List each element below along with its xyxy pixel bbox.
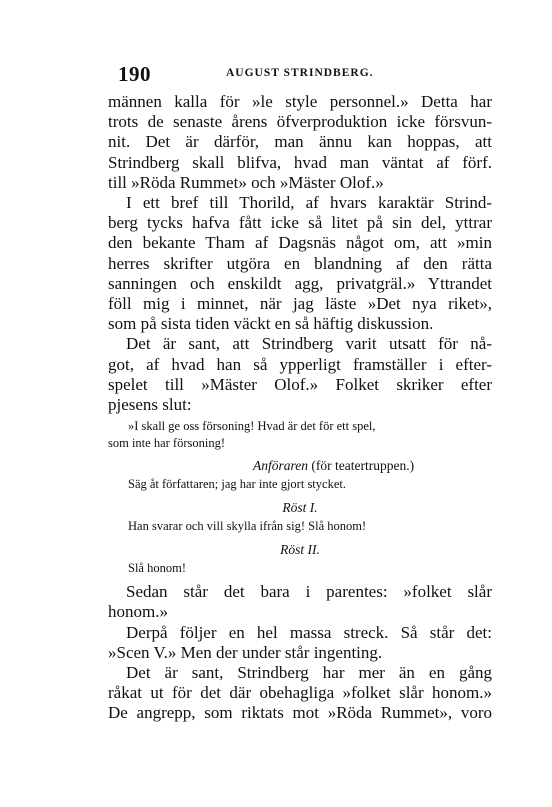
paragraph-parentes [108,582,492,622]
paragraph-angrepp [108,663,492,724]
text-line: pjesens slut: [108,395,192,415]
text-line: den bekante Tham af Dagsnäs något om, att »min [108,233,492,253]
text-line: männen kalla för »le style personnel.» Detta har [108,92,492,111]
paragraph-scen-v [108,623,492,663]
play-excerpt [108,418,492,578]
paragraph-master-olof [108,334,492,415]
text-line: trots de senaste årens öfverproduktion icke försvun- [108,112,492,132]
text-line: De angrepp, som riktats mot »Röda Rummet», voro [108,703,492,723]
speech-line: Slå honom! [128,561,186,576]
speaker-rost-2: Röst II. [280,542,320,558]
speech-line: Säg åt författaren; jag har inte gjort stycket. [128,477,346,492]
text-line: »Scen V.» Men der under står ingenting. [108,642,383,662]
paragraph-thorild [108,193,492,334]
paragraph-continuation [108,92,492,193]
page-header [108,62,492,86]
speaker-anforaren [108,456,492,475]
speech-line: Han svarar och vill skylla ifrån sig! Slå honom! [128,519,367,534]
text-line: Det är sant, att Strindberg varit utsatt för nå- [126,334,492,354]
quote-line: »I skall ge oss försoning! Hvad är det för ett spel, [128,419,376,434]
text-line: Derpå följer en hel massa streck. Så står det: [126,622,492,642]
text-line: spelet till »Mäster Olof.» Folket skriker efter [108,374,492,394]
text-line: honom.» [108,602,168,622]
text-line: got, af hvad han så ypperligt framställer i efter- [108,354,492,374]
text-line: I ett bref till Thorild, af hvars karaktär Strind- [126,193,492,213]
text-line: sanningen och enskildt agg, privatgräl.» Yttrandet [108,273,492,293]
text-line: Det är sant, Strindberg har mer än en gång [126,663,492,683]
text-line: berg tycks hafva fått icke så litet på sin del, yttrar [108,213,492,233]
text-line: nit. Det är därför, man ännu kan hoppas, att [108,132,492,152]
text-line: råkat ut för det där obehagliga »folket slår honom.» [108,683,492,703]
page-number: 190 [118,62,151,86]
text-line: som på sista tiden väckt en så häftig diskussion. [108,314,434,334]
text-line: herres skrifter utgöra en blandning af den rätta [108,253,492,273]
speaker-name: Anföraren [253,458,308,474]
text-line: till »Röda Rummet» och »Mäster Olof.» [108,172,384,192]
stage-direction: (för teatertruppen.) [311,458,415,474]
body-text [108,92,492,724]
text-line: Sedan står det bara i parentes: »folket slår [126,582,492,602]
text-line: Strindberg skall blifva, hvad man väntat af förf. [108,152,492,172]
running-head: AUGUST STRINDBERG. [226,67,374,79]
speaker-rost-1: Röst I. [282,500,318,516]
text-line: föll mig i minnet, när jag läste »Det nya riket», [108,294,492,314]
quote-line: som inte har försoning! [108,436,225,451]
